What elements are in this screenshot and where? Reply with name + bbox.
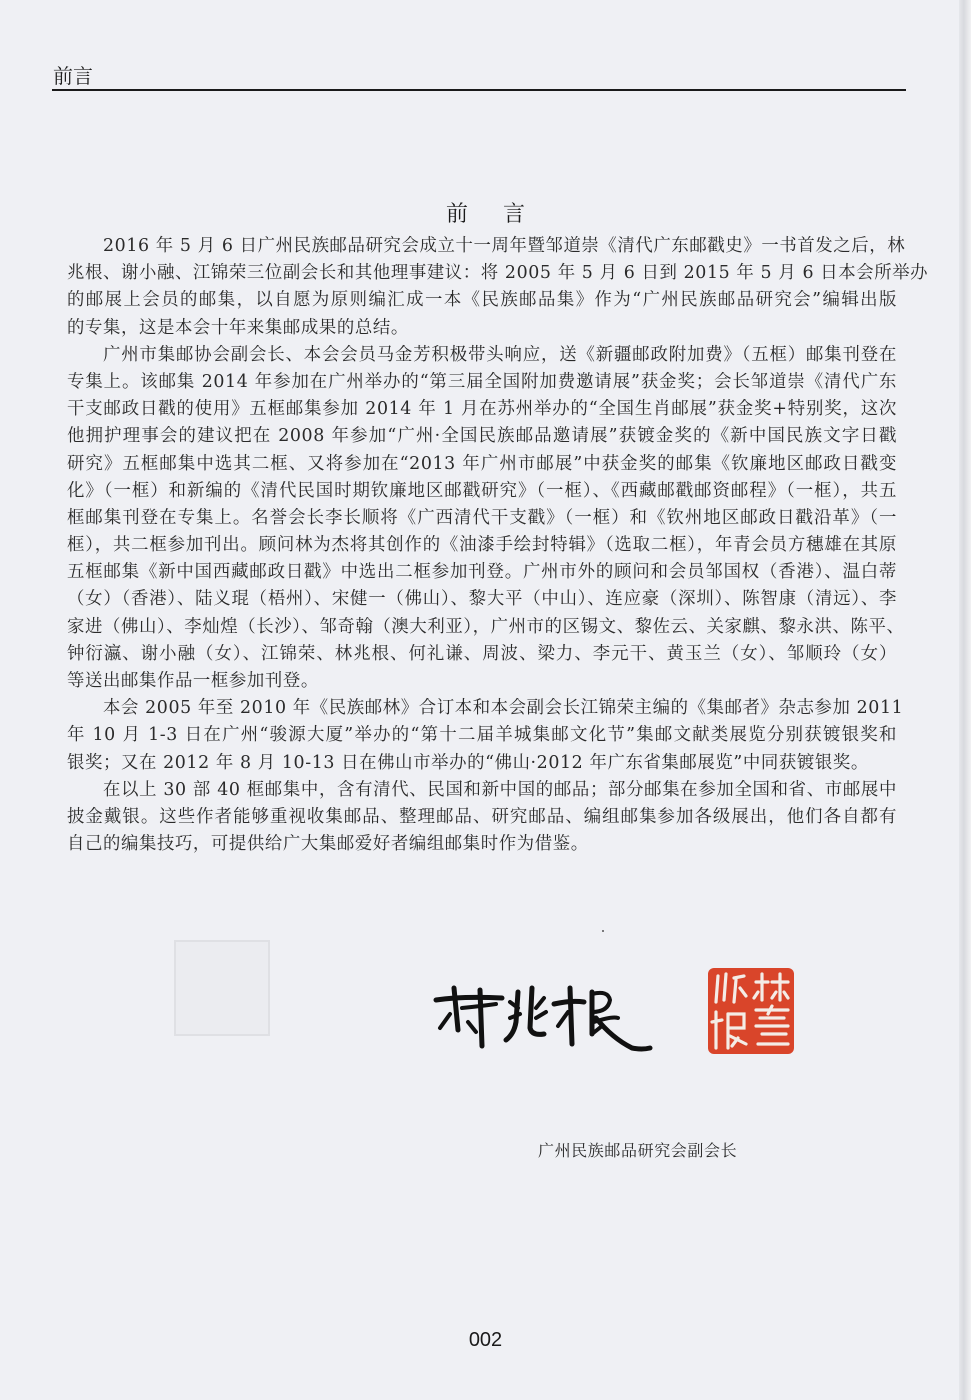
page-title: 前 言 (446, 202, 539, 227)
text-line: 广州市集邮协会副会长、本会会员马金芳积极带头响应，送《新疆邮政附加费》（五框）邮集刊登在 (103, 344, 897, 365)
paragraph-2 (67, 342, 905, 695)
signature-icon (432, 978, 672, 1058)
paragraph-4 (67, 777, 897, 859)
text-line: 本会 2005 年至 2010 年《民族邮林》合订本和本会副会长江锦荣主编的《集邮者》杂志参加 2011 (103, 698, 904, 719)
text-line: 兆根、谢小融、江锦荣三位副会长和其他理事建议：将 2005 年 5 月 6 日到 2015 年 5 月 6 日本会所举办 (67, 263, 929, 284)
header-rule (52, 89, 906, 91)
text-line: 年 10 月 1-3 日在广州“骏源大厦”举办的“第十二届羊城集邮文化节”集邮文献类展览分别获镀银奖和 (67, 725, 897, 746)
preface-body (67, 233, 929, 858)
paragraph-3 (67, 695, 904, 777)
text-line: 家进（佛山）、李灿煌（长沙）、邹奇翰（澳大利亚），广州市的区锡文、黎佐云、关家麒、黎永洪、陈平、 (67, 616, 905, 637)
text-line: 披金戴银。这些作者能够重视收集邮品、整理邮品、研究邮品、编组邮集参加各级展出，他们各自都有 (67, 806, 897, 827)
text-line: 五框邮集《新中国西藏邮政日戳》中选出二框参加刊登。广州市外的顾问和会员邹国权（香港）、温白蒂 (67, 562, 897, 583)
text-line: 框），共二框参加刊出。顾问林为杰将其创作的《油漆手绘封特辑》（选取二框），年青会员方穗雄在其原 (67, 535, 897, 556)
text-line: 自己的编集技巧，可提供给广大集邮爱好者编组邮集时作为借鉴。 (67, 834, 589, 855)
ink-speck (602, 930, 604, 932)
text-line: 2016 年 5 月 6 日广州民族邮品研究会成立十一周年暨邹道崇《清代广东邮戳史》一书首发之后，林 (103, 236, 906, 256)
text-line: 银奖；又在 2012 年 8 月 10-13 日在佛山市举办的“佛山·2012 年广东省集邮展览”中同获镀银奖。 (67, 752, 869, 773)
text-line: 的邮展上会员的邮集，以自愿为原则编汇成一本《民族邮品集》作为“广州民族邮品研究会”编辑出版 (67, 290, 897, 311)
text-line: 等送出邮集作品一框参加刊登。 (67, 671, 319, 691)
handwritten-signature (432, 978, 672, 1058)
text-line: 框邮集刊登在专集上。名誉会长李长顺将《广西清代干支戳》（一框）和《钦州地区邮政日戳沿革》（一 (67, 507, 897, 528)
text-line: 专集上。该邮集 2014 年参加在广州举办的“第三届全国附加费邀请展”获金奖；会长邹道崇《清代广东 (67, 371, 897, 392)
running-head: 前言 (53, 64, 93, 88)
text-line: 干支邮政日戳的使用》五框邮集参加 2014 年 1 月在苏州举办的“全国生肖邮展”获金奖+特别奖，这次 (67, 399, 897, 420)
text-line: 在以上 30 部 40 框邮集中，含有清代、民国和新中国的邮品；部分邮集在参加全国和省、市邮展中 (103, 779, 897, 800)
text-line: （女）（香港）、陆义琨（梧州）、宋健一（佛山）、黎大平（中山）、连应豪（深圳）、陈智康（清远）、李 (67, 589, 897, 610)
red-seal-stamp (706, 966, 796, 1056)
seal-icon (706, 966, 796, 1056)
paragraph-1 (67, 233, 929, 342)
text-line: 钟衍瀛、谢小融（女）、江锦荣、林兆根、何礼谦、周波、梁力、李元干、黄玉兰（女）、邹顺玲（女） (67, 643, 897, 664)
page-number: 002 (468, 1329, 503, 1351)
text-line: 研究》五框邮集中选其二框、又将参加在“2013 年广州市邮展”中获金奖的邮集《钦廉地区邮政日戳变 (67, 453, 897, 474)
bleed-through-stamp-image (174, 940, 270, 1036)
text-line: 他拥护理事会的建议把在 2008 年参加“广州·全国民族邮品邀请展”获镀金奖的《新中国民族文字日戳 (67, 426, 897, 447)
signatory-title: 广州民族邮品研究会副会长 (538, 1141, 738, 1160)
text-line: 的专集，这是本会十年来集邮成果的总结。 (67, 317, 409, 338)
text-line: 化》（一框）和新编的《清代民国时期钦廉地区邮戳研究》（一框）、《西藏邮戳邮资邮程》（一框），共五 (67, 480, 897, 501)
